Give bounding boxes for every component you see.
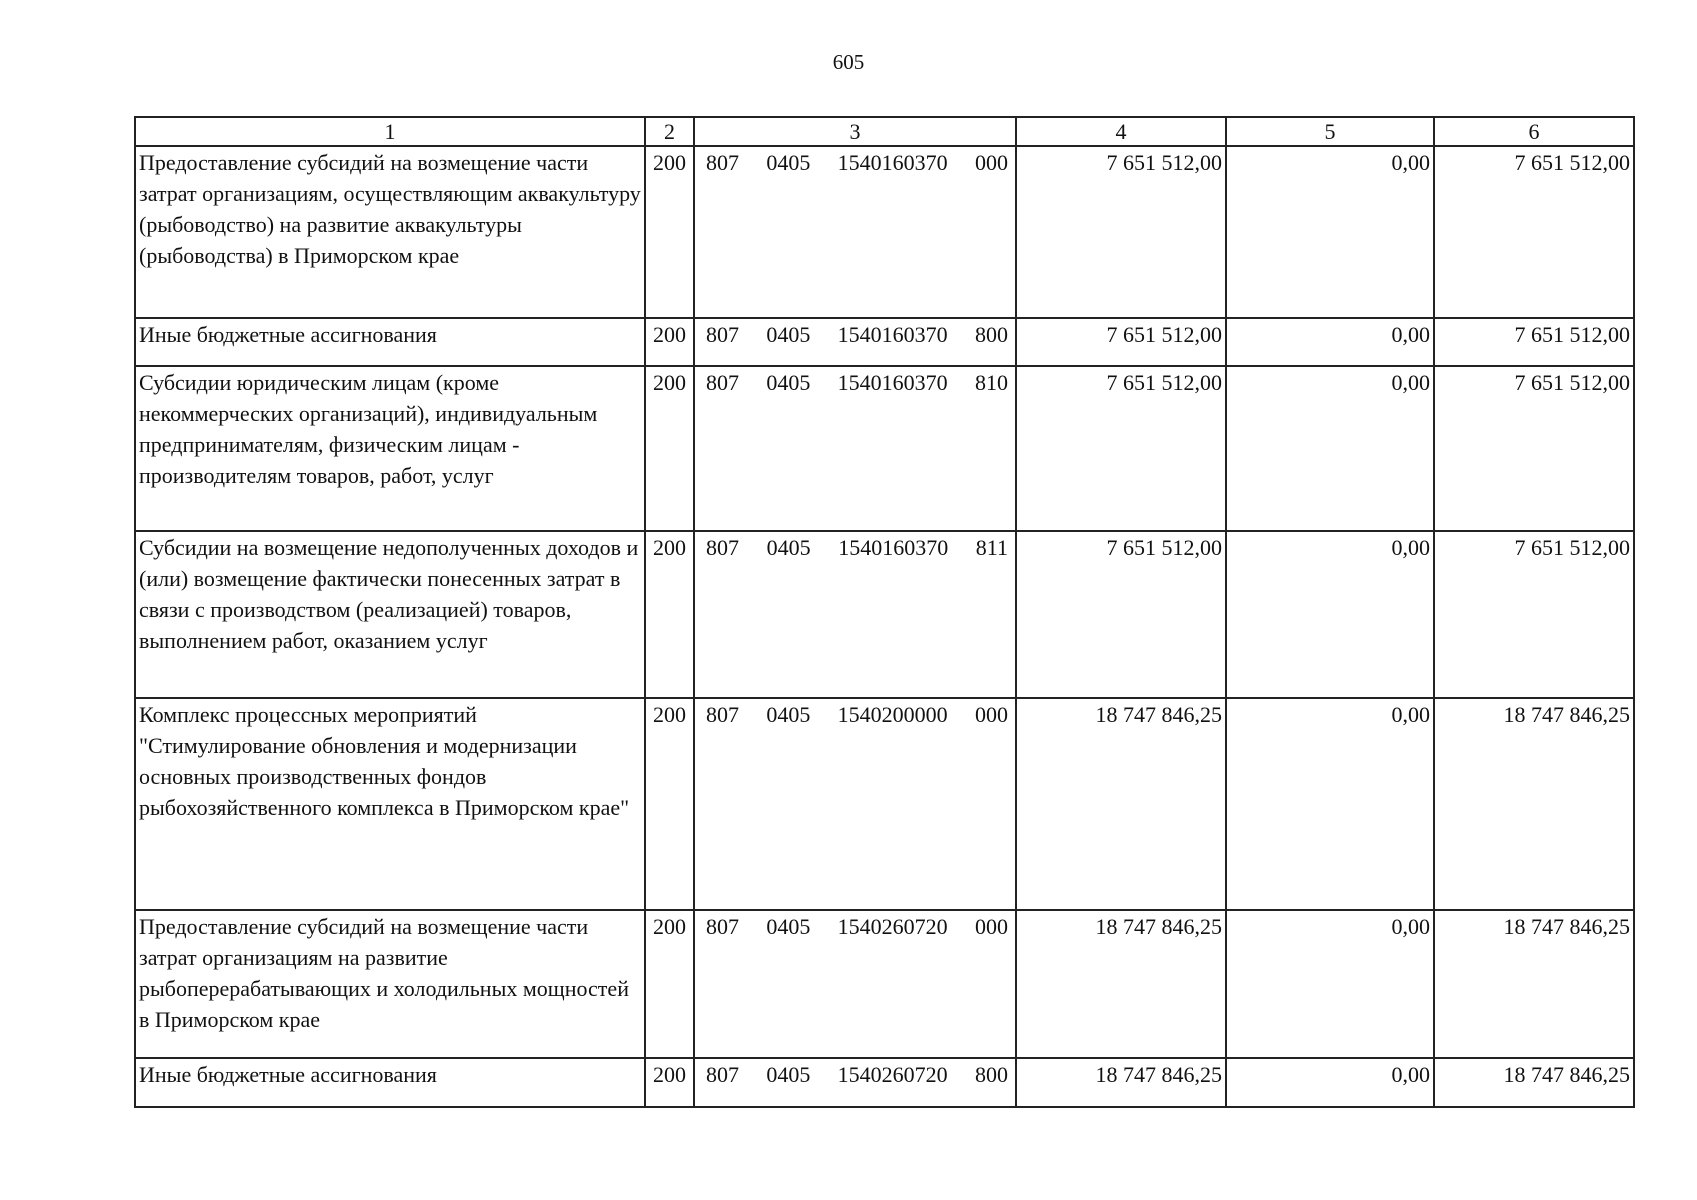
budget-table — [134, 116, 1635, 1108]
row-description: Иные бюджетные ассигнования — [135, 1058, 645, 1107]
table-row — [135, 698, 1634, 910]
code-d: 810 — [974, 370, 1008, 395]
row-col4: 7 651 512,00 — [1016, 531, 1226, 698]
row-col6: 18 747 846,25 — [1434, 910, 1634, 1058]
column-header: 5 — [1226, 117, 1434, 146]
table-row — [135, 1058, 1634, 1107]
code-d: 811 — [975, 535, 1008, 560]
table-row — [135, 910, 1634, 1058]
row-col4: 18 747 846,25 — [1016, 698, 1226, 910]
code-a: 807 — [706, 702, 739, 727]
code-b: 0405 — [766, 702, 811, 727]
row-col5: 0,00 — [1226, 366, 1434, 531]
code-b: 0405 — [766, 914, 811, 939]
table-row — [135, 318, 1634, 366]
code-a: 807 — [706, 150, 739, 175]
code-d: 000 — [974, 150, 1008, 175]
table-row — [135, 366, 1634, 531]
code-a: 807 — [706, 535, 739, 560]
page-number: 605 — [832, 50, 865, 74]
row-col4: 7 651 512,00 — [1016, 318, 1226, 366]
row-codes — [694, 910, 1016, 1058]
row-codes — [694, 318, 1016, 366]
code-d: 000 — [974, 914, 1008, 939]
row-col2: 200 — [645, 318, 694, 366]
row-codes — [694, 1058, 1016, 1107]
row-codes — [694, 366, 1016, 531]
row-col5: 0,00 — [1226, 1058, 1434, 1107]
row-description: Предоставление субсидий на возмещение части затрат организациям на развитие рыбоперерабатывающих и холодильных мощностей в Приморском крае — [135, 910, 645, 1058]
row-description: Субсидии юридическим лицам (кроме некоммерческих организаций), индивидуальным предпринимателям, физическим лицам - производителям товаров, работ, услуг — [135, 366, 645, 531]
row-col6: 7 651 512,00 — [1434, 366, 1634, 531]
row-col6: 18 747 846,25 — [1434, 698, 1634, 910]
row-col5: 0,00 — [1226, 531, 1434, 698]
row-codes — [694, 146, 1016, 318]
row-col4: 7 651 512,00 — [1016, 366, 1226, 531]
column-header: 4 — [1016, 117, 1226, 146]
row-col4: 7 651 512,00 — [1016, 146, 1226, 318]
row-description: Иные бюджетные ассигнования — [135, 318, 645, 366]
code-c: 1540200000 — [837, 702, 948, 727]
row-col5: 0,00 — [1226, 318, 1434, 366]
row-col2: 200 — [645, 146, 694, 318]
row-col5: 0,00 — [1226, 910, 1434, 1058]
row-codes — [694, 698, 1016, 910]
code-a: 807 — [706, 1062, 739, 1087]
row-col6: 18 747 846,25 — [1434, 1058, 1634, 1107]
code-c: 1540260720 — [837, 1062, 948, 1087]
table-header-row — [135, 117, 1634, 146]
code-c: 1540160370 — [837, 322, 948, 347]
code-c: 1540160370 — [837, 150, 948, 175]
code-c: 1540160370 — [838, 535, 949, 560]
row-col6: 7 651 512,00 — [1434, 318, 1634, 366]
row-col5: 0,00 — [1226, 146, 1434, 318]
code-c: 1540260720 — [837, 914, 948, 939]
row-col6: 7 651 512,00 — [1434, 531, 1634, 698]
code-d: 800 — [974, 1062, 1008, 1087]
code-d: 800 — [974, 322, 1008, 347]
table-row — [135, 146, 1634, 318]
table-row — [135, 531, 1634, 698]
row-col5: 0,00 — [1226, 698, 1434, 910]
row-col2: 200 — [645, 910, 694, 1058]
row-col6: 7 651 512,00 — [1434, 146, 1634, 318]
row-col4: 18 747 846,25 — [1016, 1058, 1226, 1107]
row-col2: 200 — [645, 366, 694, 531]
row-col4: 18 747 846,25 — [1016, 910, 1226, 1058]
code-c: 1540160370 — [837, 370, 948, 395]
column-header: 3 — [694, 117, 1016, 146]
row-description: Субсидии на возмещение недополученных доходов и (или) возмещение фактически понесенных затрат в связи с производством (реализацией) товаров, выполнением работ, оказанием услуг — [135, 531, 645, 698]
column-header: 2 — [645, 117, 694, 146]
code-a: 807 — [706, 322, 739, 347]
code-a: 807 — [706, 914, 739, 939]
row-description: Предоставление субсидий на возмещение части затрат организациям, осуществляющим аквакультуру (рыбоводство) на развитие аквакультуры (рыбоводства) в Приморском крае — [135, 146, 645, 318]
code-b: 0405 — [766, 370, 811, 395]
code-b: 0405 — [766, 150, 811, 175]
column-header: 1 — [135, 117, 645, 146]
code-b: 0405 — [766, 535, 811, 560]
row-description: Комплекс процессных мероприятий "Стимулирование обновления и модернизации основных производственных фондов рыбохозяйственного комплекса в Приморском крае" — [135, 698, 645, 910]
row-col2: 200 — [645, 1058, 694, 1107]
code-a: 807 — [706, 370, 739, 395]
row-col2: 200 — [645, 531, 694, 698]
code-d: 000 — [974, 702, 1008, 727]
column-header: 6 — [1434, 117, 1634, 146]
code-b: 0405 — [766, 1062, 811, 1087]
row-col2: 200 — [645, 698, 694, 910]
row-codes — [694, 531, 1016, 698]
code-b: 0405 — [766, 322, 811, 347]
